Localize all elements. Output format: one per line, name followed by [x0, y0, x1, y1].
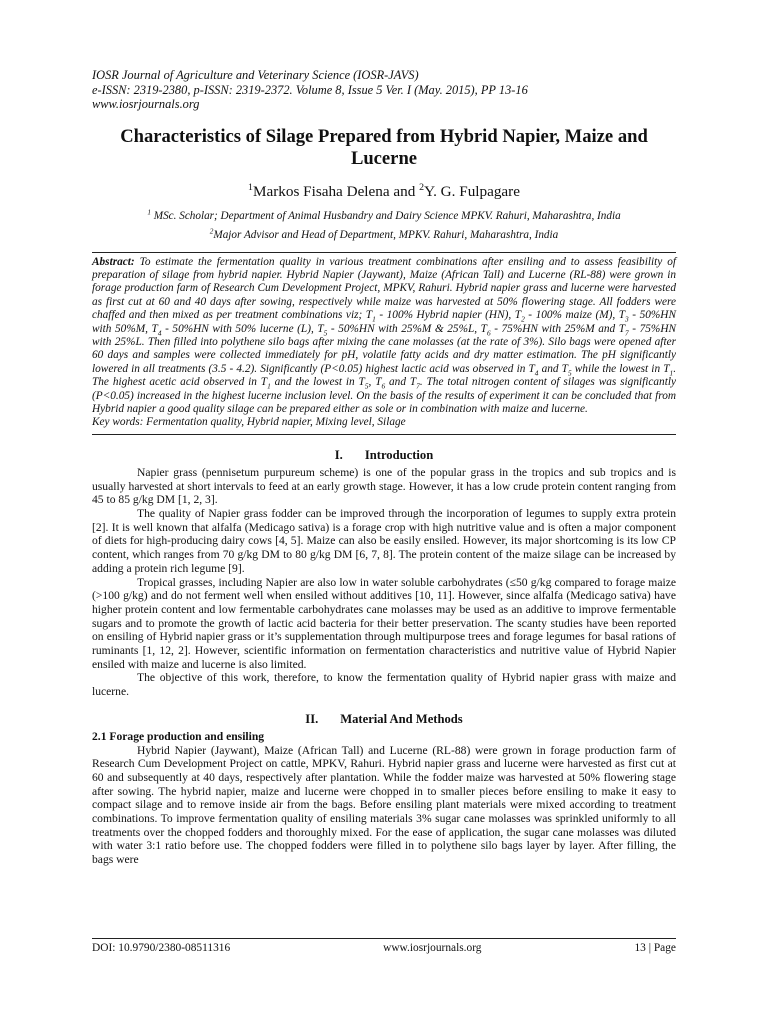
footer-site[interactable]: www.iosrjournals.org [383, 942, 482, 954]
abstract-label: Abstract: [92, 255, 135, 268]
page-footer [92, 942, 676, 954]
author2-name: Y. G. Fulpagare [424, 182, 520, 200]
footer-page-number: 13 | Page [634, 942, 676, 954]
section-heading-introduction [92, 448, 676, 463]
intro-paragraph-1: Napier grass (pennisetum purpureum scheme) is one of the popular grass in the tropics and sub tropics and is usually harvested at short intervals to feed at an early growth stage. However, it has a low crude protein content ranging from 45 to 85 g/kg DM [1, 2, 3]. [92, 465, 676, 507]
affiliation2-marker: 2 [209, 227, 214, 236]
journal-issn: e-ISSN: 2319-2380, p-ISSN: 2319-2372. Volume 8, Issue 5 Ver. I (May. 2015), PP 13-16 [92, 82, 528, 97]
author1-marker: 1 [248, 181, 253, 193]
affiliation2-text: Major Advisor and Head of Department, MPKV. Rahuri, Maharashtra, India [213, 229, 559, 242]
paper-title: Characteristics of Silage Prepared from Hybrid Napier, Maize and Lucerne [120, 125, 648, 169]
journal-header [92, 68, 676, 112]
section-title: Introduction [364, 447, 434, 462]
affiliation-1 [92, 210, 676, 223]
journal-site[interactable]: www.iosrjournals.org [92, 97, 200, 112]
footer-divider [92, 938, 676, 939]
affiliation1-text: MSc. Scholar; Department of Animal Husbandry and Dairy Science MPKV. Rahuri, Maharashtra, India [150, 209, 621, 222]
author-separator: and [389, 182, 420, 200]
section-title: Material And Methods [340, 711, 463, 726]
footer-doi: DOI: 10.9790/2380-08511316 [92, 942, 231, 954]
intro-paragraph-4: The objective of this work, therefore, to know the fermentation quality of Hybrid napier grass with maize and lucerne. [92, 671, 676, 699]
author-line [92, 183, 676, 201]
section-number: I. [334, 447, 343, 462]
subsection-heading: 2.1 Forage production and ensiling [92, 729, 265, 743]
intro-paragraph-3: Tropical grasses, including Napier are also low in water soluble carbohydrates (≤50 g/kg compared to forage maize (>100 g/kg) and do not ferment well when ensiled without additives [10, 11]. However, since alfalfa (Medicago sativa) have higher protein content and low fermentable carbohydrates cane molasses may be used as an additive to improve fermentable sugars and to promote the growth of lactic acid bacteria for their better preservation. The scanty studies have been reported on ensiling of Hybrid napier grass or it’s supplementation through multipurpose trees and forage legumes for basal rations of ruminants [1, 12, 2]. However, scientific information on fermentation characteristics and nutritive value of Hybrid Napier ensiled with maize and lucerne is also limited. [92, 575, 676, 671]
affiliation-2 [92, 229, 676, 242]
author1-name: Markos Fisaha Delena [252, 182, 390, 200]
section-number: II. [305, 711, 319, 726]
journal-name: IOSR Journal of Agriculture and Veterinary Science (IOSR-JAVS) [92, 68, 419, 82]
affiliation1-marker: 1 [147, 208, 151, 217]
methods-paragraph-1: Hybrid Napier (Jaywant), Maize (African Tall) and Lucerne (RL-88) were grown in forage production farm of Research Cum Development Project on cattle, MPKV, Rahuri. Hybrid napier grass and lucerne were harvested as first cut at 60 and subsequently at 40 days, respectively after plantation. While the fodder maize was harvested at 50% flowering stage after sowing. The hybrid napier, maize and lucerne were chopped in to smaller pieces before ensiling to make it easy to compact silage and to remove inside air from the bags. Before ensiling plant materials were mixed according to treatment combinations. To improve fermentation quality of ensiling materials 3% sugar cane molasses was sprinkled uniformly to all treatments over the chopped fodders and thoroughly mixed. For the ease of application, the sugar cane molasses was diluted with water 3:1 ratio before use. The chopped fodders were filled in to polythene silo bags layer by layer. After filling, the bags were [92, 743, 676, 867]
abstract-text: Abstract: To estimate the fermentation quality in various treatment combinations after ensiling and to assess feasibility of preparation of silage from hybrid napier. Hybrid Napier (Jaywant), Maize (African Tall) and Lucerne (RL-88) were grown in forage production farm of Research Cum Development Project, MPKV, Rahuri. Hybrid napier grass and lucerne were harvested as first cut at 60 and 40 days after sowing, respectively while maize was harvested at 50% flowering stage. All fodders were chaffed and then mixed as per treatment combinations viz; $T_1 - 100\%$ Hybrid napier (HN), $T_2 - 100\%$ maize (M), $T_3 - 50\%HN$ with 50%M, $T_4 - 50\%HN$ with 50% lucerne (L), $T_5 - 50\%HN$ with 25%M & 25%L, $T_6 - 75\%HN$ with 25%M and $T_7 - 75\%HN$ with 25%L. Then filled into polythene silo bags after mixing the cane molasses (at the rate of 3%). Silo bags were opened after 60 days and samples were collected immediately for pH, volatile fatty acids and dry matter estimation. The pH significantly lowered in all treatments (3.5 - 4.2). Significantly (P<0.05) highest lactic acid was observed in $T_4$ and $T_5$ while the lowest in $T_1$. The highest acetic acid observed in $T_1$ and the lowest in $T_5$, $T_6$ and $T_7$. The total nitrogen content of silages was significantly (P<0.05) increased in the highest lucerne inclusion level. On the basis of the results of experiment it can be concluded that from Hybrid napier a good quality silage can be prepared either as sole or in combination with maize and lucerne. [92, 255, 677, 416]
section-heading-methods [92, 712, 676, 727]
abstract-box [92, 252, 676, 435]
author2-marker: 2 [419, 181, 425, 193]
intro-paragraph-2: The quality of Napier grass fodder can be improved through the incorporation of legumes to supply extra protein [2]. It is well known that alfalfa (Medicago sativa) is a forage crop with high nutritive value and is often a major component of diets for high-producing dairy cows [4, 5]. Maize can also be easily ensiled. However, its major shortcoming is its low CP content, which ranges from 70 g/kg DM to 80 g/kg DM [6, 7, 8]. The protein content of the maize silage can be increased by adding a protein rich legume [9]. [92, 506, 676, 575]
keywords: Key words: Fermentation quality, Hybrid napier, Mixing level, Silage [92, 416, 406, 429]
